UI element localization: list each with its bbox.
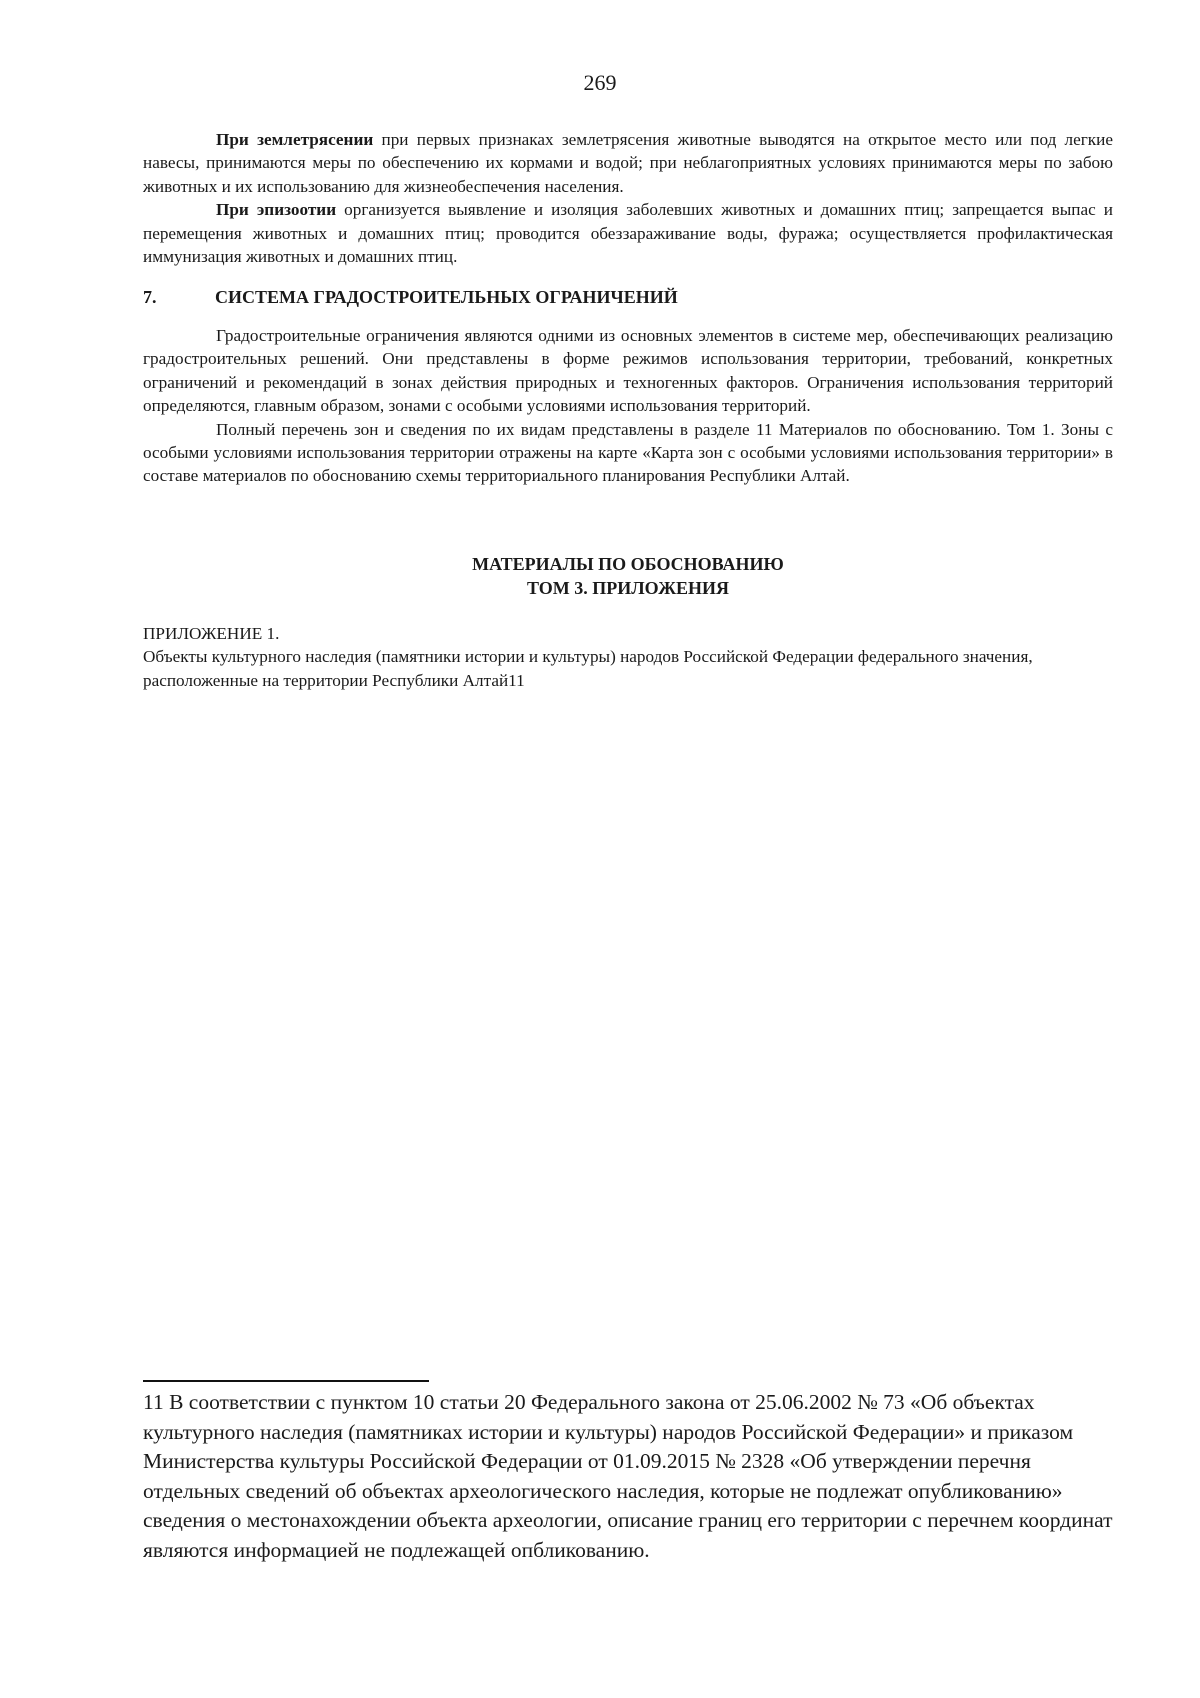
earthquake-lead: При землетрясении bbox=[216, 130, 374, 149]
appendix-block bbox=[143, 622, 1113, 692]
section-body bbox=[143, 324, 1113, 488]
footnote: 11 В соответствии с пунктом 10 статьи 20 Федерального закона от 25.06.2002 № 73 «Об объектах культурного наследия (памятниках истории и культуры) народов Российской Федерации» и приказом Министерства культуры Российской Федерации от 01.09.2015 № 2328 «Об утверждении перечня отдельных сведений об объектах археологического наследия, которые не подлежат опубликованию» сведения о местонахождении объекта археологии, описание границ его территории с перечнем координат являются информацией не подлежащей опбликованию. bbox=[143, 1390, 1113, 1562]
earthquake-text: при первых признаках землетрясения животные выводятся на открытое место или под легкие навесы, принимаются меры по обеспечению их кормами и водой; при неблагоприятных условиях принимаются меры по забою животных и их использованию для жизнеобеспечения населения. bbox=[143, 130, 1113, 196]
materials-heading bbox=[143, 552, 1113, 600]
footnote-divider bbox=[143, 1380, 429, 1382]
epizootic-paragraph bbox=[143, 198, 1113, 268]
epizootic-lead: При эпизоотии bbox=[216, 200, 337, 220]
section-paragraph-2: Полный перечень зон и сведения по их видам представлены в разделе 11 Материалов по обоснованию. Том 1. Зоны с особыми условиями использования территории отражены на карте «Карта зон с особыми условиями использования территории» в составе материалов по обоснованию схемы территориального планирования Республики Алтай. bbox=[143, 419, 1113, 486]
appendix-label: ПРИЛОЖЕНИЕ 1. bbox=[143, 624, 280, 643]
section-title: СИСТЕМА ГРАДОСТРОИТЕЛЬНЫХ ОГРАНИЧЕНИЙ bbox=[215, 287, 678, 307]
section-heading bbox=[143, 287, 1113, 308]
epizootic-text: организуется выявление и изоляция заболевших животных и домашних птиц; запрещается выпас и перемещения животных и домашних птиц; проводится обеззараживание воды, фуража; осуществляется профилактическая иммунизация животных и домашних птиц. bbox=[143, 200, 1113, 267]
section-paragraph-1: Градостроительные ограничения являются одними из основных элементов в системе мер, обеспечивающих реализацию градостроительных решений. Они представлены в форме режимов использования территории, требований, конкретных ограничений и рекомендаций в зонах действия природных и техногенных факторов. Ограничения использования территорий определяются, главным образом, зонами с особыми условиями использования территорий. bbox=[143, 326, 1113, 416]
volume-title: ТОМ 3. ПРИЛОЖЕНИЯ bbox=[526, 578, 730, 598]
section-number: 7. bbox=[143, 287, 157, 307]
materials-title: МАТЕРИАЛЫ ПО ОБОСНОВАНИЮ bbox=[472, 554, 784, 574]
appendix-description: Объекты культурного наследия (памятники истории и культуры) народов Российской Федерации федерального значения, расположенные на территории Республики Алтай11 bbox=[143, 647, 1033, 690]
earthquake-paragraph bbox=[143, 128, 1113, 198]
intro-section bbox=[143, 128, 1113, 268]
page-number: 269 bbox=[583, 70, 617, 95]
